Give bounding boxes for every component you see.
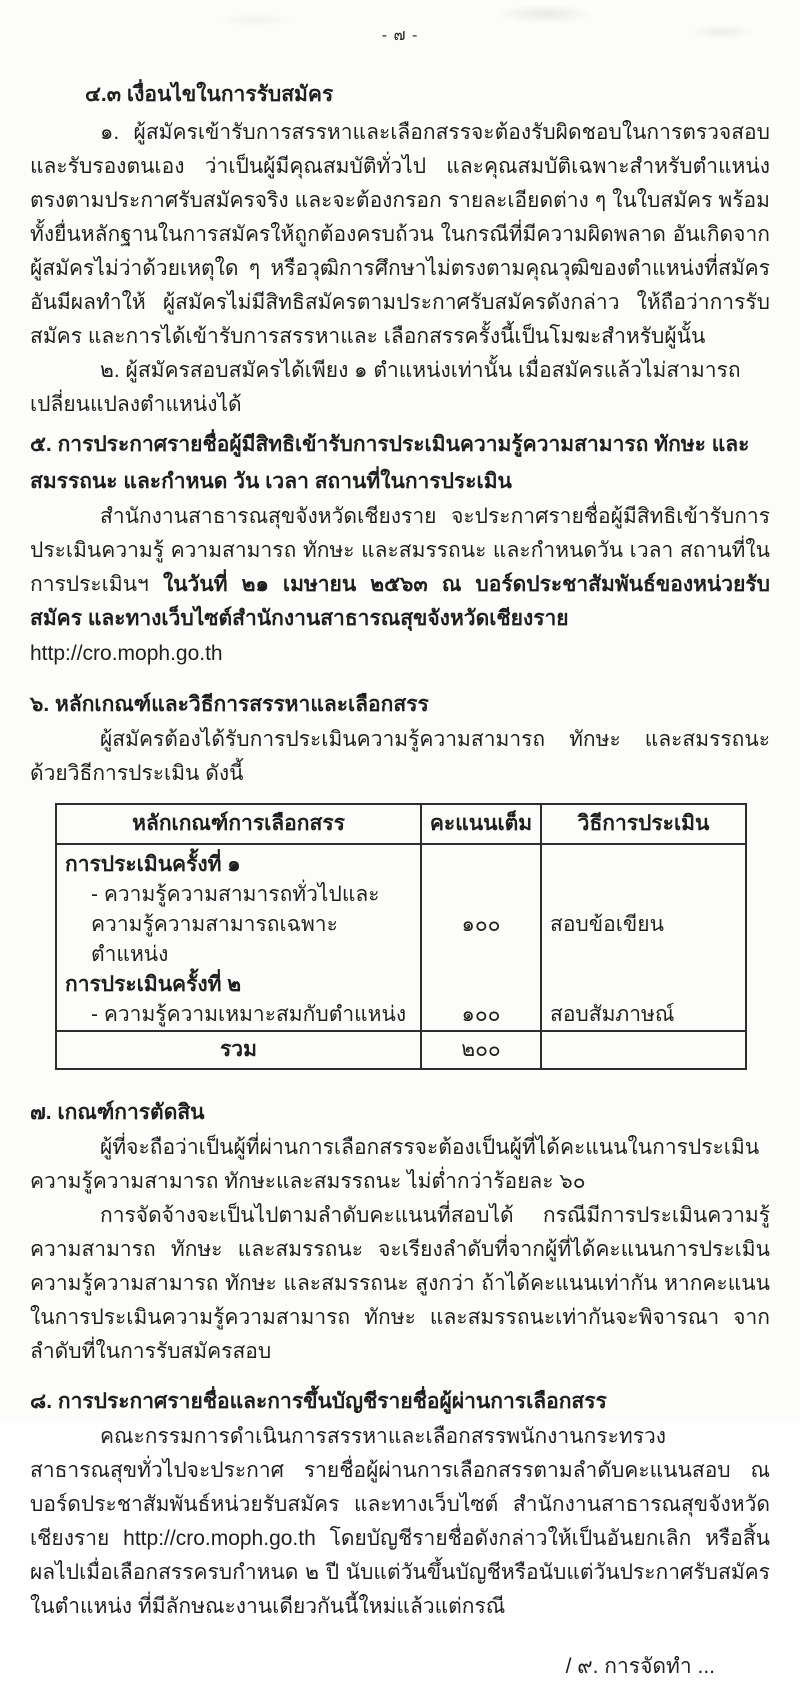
row-method (541, 844, 746, 880)
page-number: - ๗ - (381, 27, 419, 44)
section-8-heading: ๘. การประกาศรายชื่อและการขึ้นบัญชีรายชื่อผู้ผ่านการเลือกสรร (30, 1390, 607, 1413)
table-total-row (56, 1031, 746, 1069)
section-7-paragraph-1: ผู้ที่จะถือว่าเป็นผู้ที่ผ่านการเลือกสรรจะต้องเป็นผู้ที่ได้คะแนนในการประเมินความรู้ความสามารถ ทักษะและสมรรถนะ ไม่ต่ำกว่าร้อยละ ๖๐ (30, 1136, 760, 1193)
section-8-paragraph: คณะกรรมการดำเนินการสรรหาและเลือกสรรพนักงานกระทรวงสาธารณสุขทั่วไปจะประกาศ รายชื่อผู้ผ่านการเลือกสรรตามลำดับคะแนนสอบ ณ บอร์ดประชาสัมพันธ์หน่วยรับสมัคร และทางเว็บไซต์ สำนักงานสาธารณสุขจังหวัดเชียงราย http://cro.moph.go.th โดยบัญชีรายชื่อดังกล่าวให้เป็นอันยกเลิก หรือสิ้นผลไปเมื่อเลือกสรรครบกำหนด ๒ ปี นับแต่วันขึ้นบัญชีหรือนับแต่วันประกาศรับสมัครในตำแหน่ง ที่มีลักษณะงานเดียวกันนี้ใหม่แล้วแต่กรณี (30, 1425, 770, 1618)
section-5-date-venue: ในวันที่ ๒๑ เมษายน ๒๕๖๓ ณ บอร์ดประชาสัมพันธ์ของหน่วยรับสมัคร และทางเว็บไซต์สำนักงานสาธารณสุขจังหวัดเชียงราย (30, 573, 770, 630)
continuation-note: / ๙. การจัดทำ ... (565, 1655, 715, 1678)
row-criteria: การประเมินครั้งที่ ๑ (56, 844, 421, 880)
section-5-heading: ๕. การประกาศรายชื่อผู้มีสิทธิเข้ารับการประเมินความรู้ความสามารถ ทักษะ และสมรรถนะ และกำหนด วัน เวลา สถานที่ในการประเมิน (30, 433, 750, 493)
row-score (421, 844, 541, 880)
section-6-intro: ผู้สมัครต้องได้รับการประเมินความรู้ความสามารถ ทักษะ และสมรรถนะ ด้วยวิธีการประเมิน ดังนี้ (30, 728, 770, 785)
table-row (56, 844, 746, 880)
table-header-row (56, 804, 746, 844)
row-criteria: - ความรู้ความเหมาะสมกับตำแหน่ง (56, 1000, 421, 1031)
announcement-url: http://cro.moph.go.th (30, 642, 223, 665)
row-method: สอบสัมภาษณ์ (541, 1000, 746, 1031)
section-5-paragraph (30, 500, 770, 636)
row-score: ๑๐๐ (421, 1000, 541, 1031)
row-method (541, 970, 746, 1000)
row-method: สอบข้อเขียน (541, 880, 746, 970)
header-method: วิธีการประเมิน (541, 804, 746, 844)
section-4-3-heading: ๔.๓ เงื่อนไขในการรับสมัคร (85, 83, 334, 106)
section-5-lead-text: สำนักงานสาธารณสุขจังหวัดเชียงราย จะประกาศรายชื่อผู้มีสิทธิเข้ารับการประเมินความรู้ ความสามารถ ทักษะ และสมรรถนะ และกำหนดวัน เวลา สถานที่ในการประเมินฯ (30, 505, 770, 596)
evaluation-criteria-table (55, 803, 747, 1070)
table-row (56, 1000, 746, 1031)
header-criteria: หลักเกณฑ์การเลือกสรร (56, 804, 421, 844)
table-row (56, 970, 746, 1000)
table-row (56, 880, 746, 970)
section-6-heading: ๖. หลักเกณฑ์และวิธีการสรรหาและเลือกสรร (30, 693, 429, 716)
total-method (541, 1031, 746, 1069)
total-label: รวม (56, 1031, 421, 1069)
row-score (421, 970, 541, 1000)
row-criteria: การประเมินครั้งที่ ๒ (56, 970, 421, 1000)
section-7-paragraph-2: การจัดจ้างจะเป็นไปตามลำดับคะแนนที่สอบได้ กรณีมีการประเมินความรู้ความสามารถ ทักษะ และสมรรถนะ จะเรียงลำดับที่จากผู้ที่ได้คะแนนการประเมินความรู้ความสามารถ ทักษะ และสมรรถนะ สูงกว่า ถ้าได้คะแนนเท่ากัน หากคะแนนในการประเมินความรู้ความสามารถ ทักษะ และสมรรถนะเท่ากันจะพิจารณา จากลำดับที่ในการรับสมัครสอบ (30, 1204, 770, 1363)
clause-1-paragraph: ๑. ผู้สมัครเข้ารับการสรรหาและเลือกสรรจะต้องรับผิดชอบในการตรวจสอบและรับรองตนเอง ว่าเป็นผู้มีคุณสมบัติทั่วไป และคุณสมบัติเฉพาะสำหรับตำแหน่งตรงตามประกาศรับสมัครจริง และจะต้องกรอก รายละเอียดต่าง ๆ ในใบสมัคร พร้อมทั้งยื่นหลักฐานในการสมัครให้ถูกต้องครบถ้วน ในกรณีที่มีความผิดพลาด อันเกิดจากผู้สมัครไม่ว่าด้วยเหตุใด ๆ หรือวุฒิการศึกษาไม่ตรงตามคุณวุฒิของตำแหน่งที่สมัคร อันมีผลทำให้ ผู้สมัครไม่มีสิทธิสมัครตามประกาศรับสมัครดังกล่าว ให้ถือว่าการรับสมัคร และการได้เข้ารับการสรรหาและ เลือกสรรครั้งนี้เป็นโมฆะสำหรับผู้นั้น (30, 121, 770, 348)
row-criteria: - ความรู้ความสามารถทั่วไปและความรู้ความสามารถเฉพาะตำแหน่ง (56, 880, 421, 970)
total-score: ๒๐๐ (421, 1031, 541, 1069)
clause-2-paragraph: ๒. ผู้สมัครสอบสมัครได้เพียง ๑ ตำแหน่งเท่านั้น เมื่อสมัครแล้วไม่สามารถเปลี่ยนแปลงตำแหน่งได้ (30, 359, 741, 416)
row-score: ๑๐๐ (421, 880, 541, 970)
header-full-score: คะแนนเต็ม (421, 804, 541, 844)
section-7-heading: ๗. เกณฑ์การตัดสิน (30, 1101, 205, 1124)
